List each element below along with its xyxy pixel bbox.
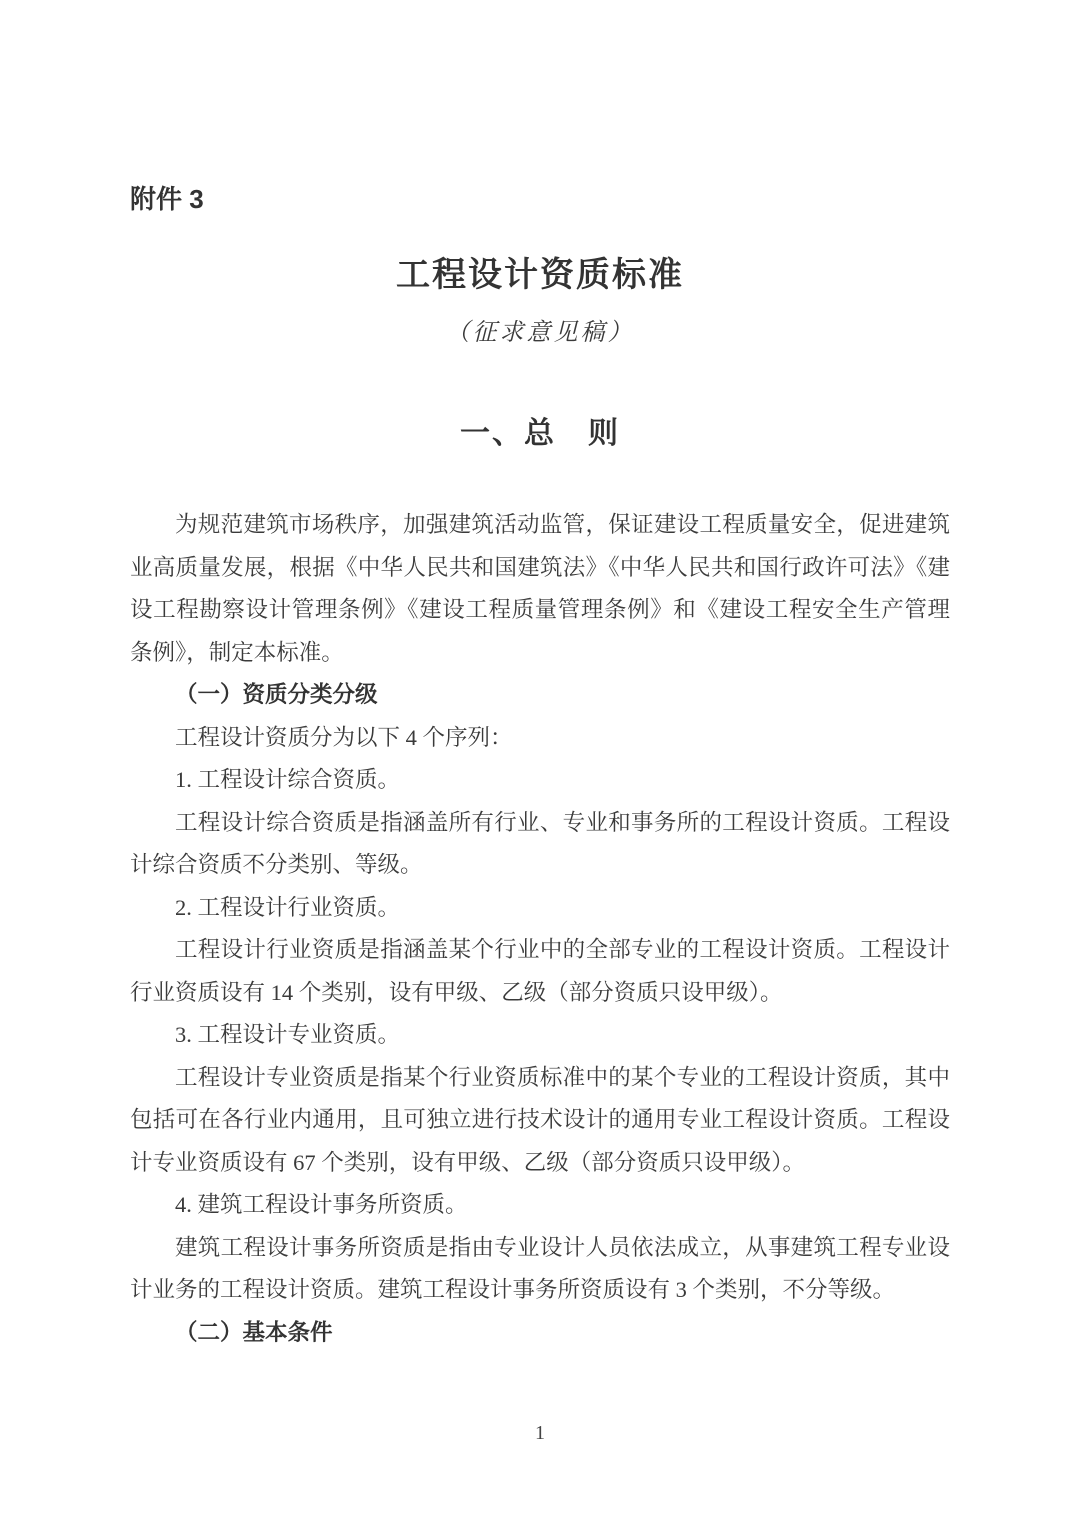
item-1-comprehensive-qualification: 1. 工程设计综合资质。	[175, 767, 401, 792]
item-3-specialty-qualification: 3. 工程设计专业资质。	[175, 1022, 401, 1047]
item-2-industry-qualification: 2. 工程设计行业资质。	[175, 894, 401, 920]
paragraph-intro: 为规范建筑市场秩序，加强建筑活动监管，保证建设工程质量安全，促进建筑业高质量发展，根据《中华人民共和国建筑法》《中华人民共和国行政许可法》《建设工程勘察设计管理条例》《建设工程质量管理条例》和《建设工程安全生产管理条例》，制定本标准。	[130, 512, 950, 665]
subheading-qualification-classification: （一）资质分类分级	[175, 682, 378, 707]
document-title: 工程设计资质标准	[396, 257, 684, 294]
item-4-design-firm-qualification: 4. 建筑工程设计事务所资质。	[175, 1192, 468, 1217]
document-body	[130, 504, 950, 1354]
section-heading-general-provisions: 一、总 则	[460, 417, 620, 450]
document-subtitle: （征求意见稿）	[445, 320, 635, 346]
paragraph-industry-qualification-desc: 工程设计行业资质是指涵盖某个行业中的全部专业的工程设计资质。工程设计行业资质设有 14 个类别，设有甲级、乙级（部分资质只设甲级）。	[130, 937, 950, 1005]
paragraph-design-firm-qualification-desc: 建筑工程设计事务所资质是指由专业设计人员依法成立，从事建筑工程专业设计业务的工程设计资质。建筑工程设计事务所资质设有 3 个类别，不分等级。	[130, 1234, 950, 1302]
attachment-label: 附件 3	[130, 184, 204, 214]
paragraph-four-series: 工程设计资质分为以下 4 个序列：	[175, 724, 513, 750]
subheading-basic-conditions: （二）基本条件	[175, 1319, 333, 1345]
page-number: 1	[535, 1422, 545, 1444]
paragraph-specialty-qualification-desc: 工程设计专业资质是指某个行业资质标准中的某个专业的工程设计资质，其中包括可在各行业内通用，且可独立进行技术设计的通用专业工程设计资质。工程设计专业资质设有 67 个类别，设有甲级、乙级（部分资质只设甲级）。	[130, 1064, 950, 1175]
paragraph-comprehensive-qualification-desc: 工程设计综合资质是指涵盖所有行业、专业和事务所的工程设计资质。工程设计综合资质不分类别、等级。	[130, 809, 950, 877]
